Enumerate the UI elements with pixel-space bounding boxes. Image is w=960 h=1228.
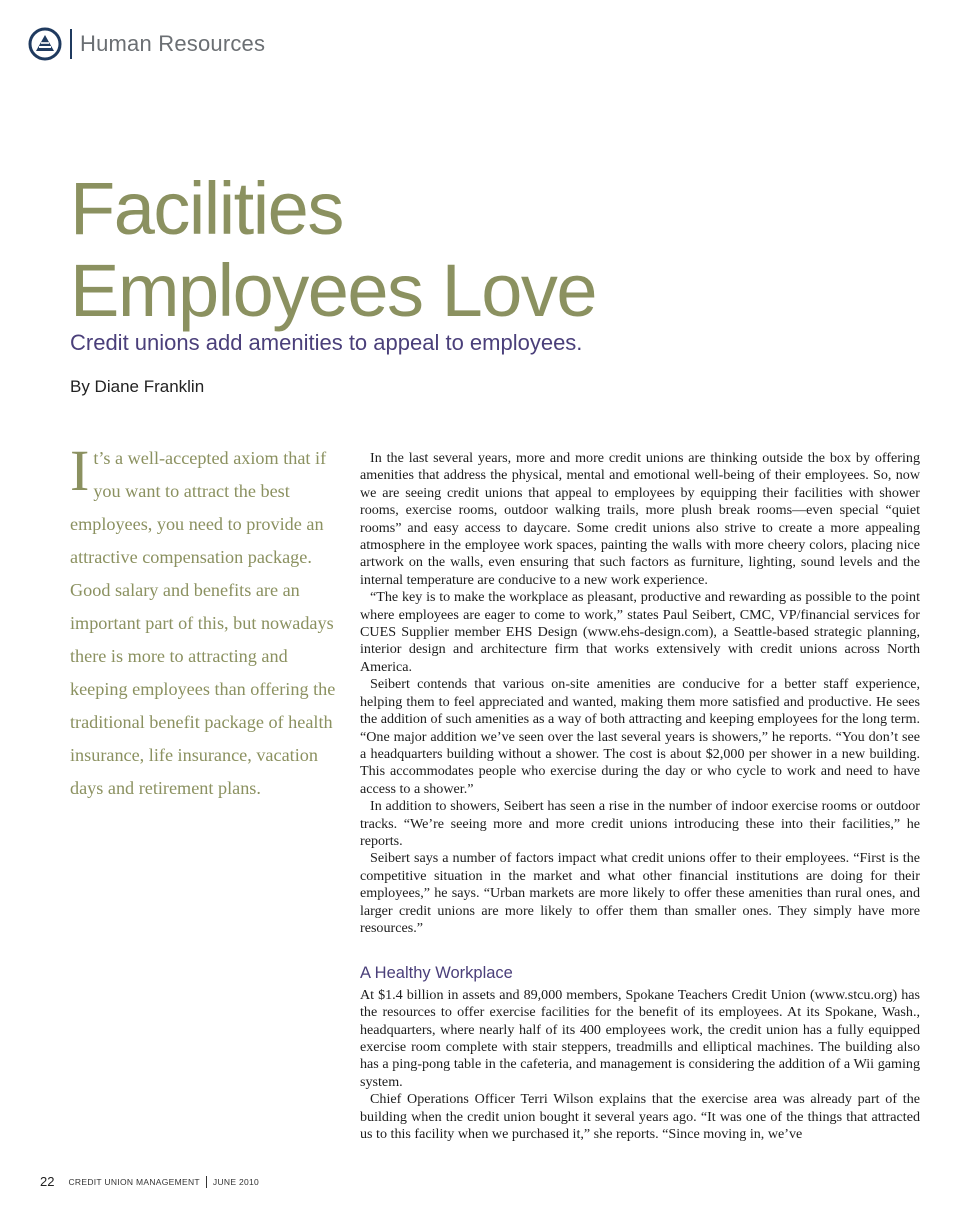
section-label: Human Resources	[80, 31, 266, 56]
body-paragraph: Seibert contends that various on-site amenities are conducive for a better staff experience, helping them to feel appreciated and wanted, making them more satisfied and productive. He sees the addition of such amenities as a way of both attracting and keeping employees for the long term. “One major addition we’ve seen over the last several years is showers,” he reports. “You don’t see a headquarters building without a shower. The cost is about $2,000 per shower in a new building. This accommodates people who exercise during the day or who cycle to work and need to have access to a shower.”	[360, 676, 920, 797]
body-paragraph: “The key is to make the workplace as pleasant, productive and rewarding as possible to the point where employees are eager to come to work,” states Paul Seibert, CMC, VP/financial services for CUES Supplier member EHS Design (www.ehs-design.com), a Seattle-based strategic planning, interior design and architecture firm that works extensively with credit unions across North America.	[360, 589, 920, 675]
body-paragraph: Chief Operations Officer Terri Wilson explains that the exercise area was already part of the building when the credit union bought it several years ago. “It was one of the things that attracted us to this facility when we purchased it,” she reports. “Since moving in, we’ve	[360, 1091, 920, 1143]
section-subhead: A Healthy Workplace	[360, 964, 513, 983]
pull-quote	[70, 438, 342, 805]
publication-name: CREDIT UNION MANAGEMENT	[68, 1176, 200, 1187]
footer-divider	[206, 1176, 207, 1188]
article-subtitle: Credit unions add amenities to appeal to employees.	[70, 330, 583, 355]
article-body	[360, 450, 920, 1143]
body-paragraph: At $1.4 billion in assets and 89,000 members, Spokane Teachers Credit Union (www.stcu.org) has the resources to offer exercise facilities for the benefit of its employees. At its Spokane, Wash., headquarters, where nearly half of its 400 employees work, the credit union has a fully equipped exercise room complete with stair steppers, treadmills and elliptical machines. The building also has a ping-pong table in the cafeteria, and management is considering the addition of a Wii gaming system.	[360, 986, 920, 1090]
body-paragraph: Seibert says a number of factors impact what credit unions offer to their employees. “First is the competitive situation in the market and what other financial institutions are doing for their employees,” he says. “Urban markets are more likely to offer these amenities than rural ones, and larger credit unions are more likely to offer them than smaller ones. They simply have more resources.”	[360, 850, 920, 936]
page-number: 22	[40, 1174, 55, 1189]
page-footer	[40, 1174, 259, 1189]
page-header	[28, 26, 265, 62]
drop-cap: I	[70, 438, 90, 503]
article-title	[70, 168, 596, 332]
issue-date: JUNE 2010	[212, 1176, 260, 1187]
body-paragraph: In addition to showers, Seibert has seen a rise in the number of indoor exercise rooms or outdoor tracks. “We’re seeing more and more credit unions introducing these into their facilities,” he reports.	[360, 798, 920, 849]
body-paragraph: In the last several years, more and more credit unions are thinking outside the box by offering amenities that address the physical, mental and emotional well-being of their employees. So, now we are seeing credit unions that appeal to employees by equipping their facilities with shower rooms, exercise rooms, outdoor walking trails, more plush break rooms—even special “quiet rooms” and easy access to daycare. Some credit unions also strive to create a more appealing atmosphere in the employee work spaces, painting the walls with more cheery colors, placing nice artwork on the walls, even ensuring that such factors as furniture, lighting, sound levels and the internal temperature are conducive to a new work experience.	[360, 450, 920, 588]
header-divider	[70, 29, 72, 59]
cues-logo-icon	[28, 27, 62, 61]
title-line-1: Facilities	[70, 167, 343, 250]
title-line-2: Employees Love	[70, 249, 597, 332]
pull-quote-text: t’s a well-accepted axiom that if you want to attract the best employees, you need to provide an attractive compensation package. Good salary and benefits are an important part of this, but nowadays there is more to attracting and keeping employees than offering the traditional benefit package of health insurance, life insurance, vacation days and retirement plans.	[70, 448, 336, 798]
byline: By Diane Franklin	[70, 377, 205, 396]
